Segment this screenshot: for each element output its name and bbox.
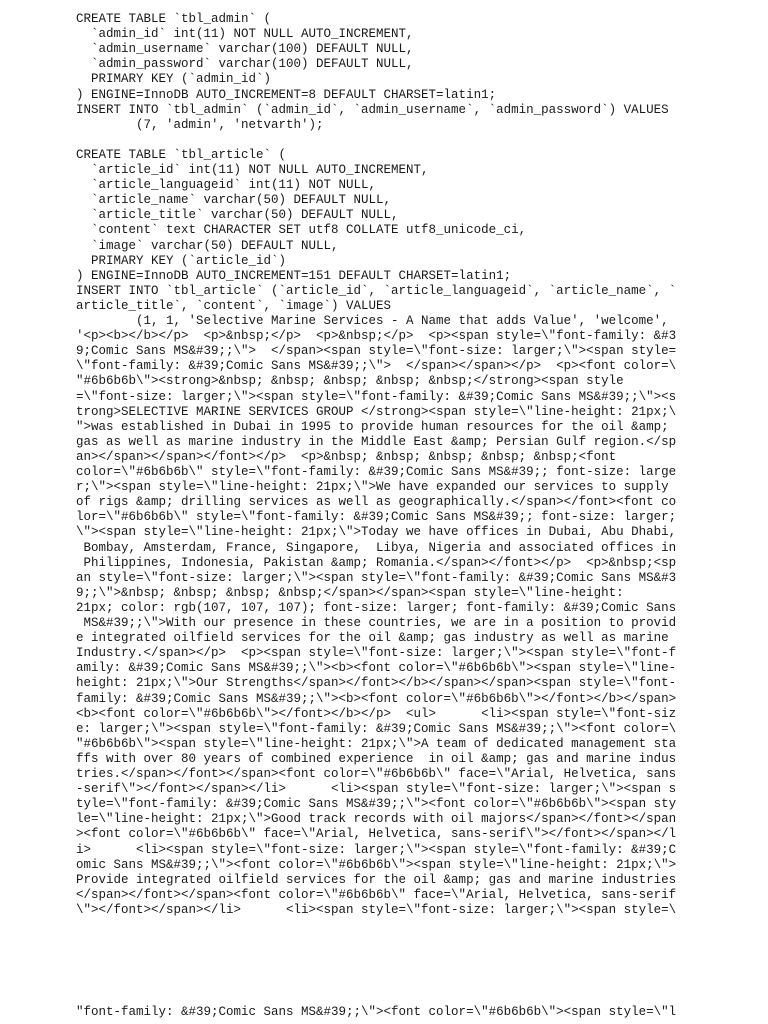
code-line: le=\"line-height: 21px;\">Good track records with oil majors</span></font></span [76,812,677,827]
code-line: article_title`, `content`, `image`) VALUES [76,298,392,313]
code-line: height: 21px;\">Our Strengths</span></font></b></span></span><span style=\"font- [76,676,677,691]
code-line: '<p><b></b></p> <p>&nbsp;</p> <p>&nbsp;</p> <p><span style=\"font-family: &#3 [76,329,677,344]
code-line: lor=\"#6b6b6b\" style=\"font-family: &#39;Comic Sans MS&#39;; font-size: larger; [76,510,677,525]
code-line: omic Sans MS&#39;;\"><font color=\"#6b6b6b\"><span style=\"line-height: 21px;\"> [76,857,677,872]
code-line: `article_name` varchar(50) DEFAULT NULL, [76,193,392,208]
code-line: \"font-family: &#39;Comic Sans MS&#39;;\"> </span></span></p> <p><font color=\ [76,359,677,374]
code-line: `article_languageid` int(11) NOT NULL, [76,178,377,193]
code-line: 9;Comic Sans MS&#39;;\"> </span><span style=\"font-size: larger;\"><span style= [76,344,677,359]
code-line: ) ENGINE=InnoDB AUTO_INCREMENT=151 DEFAULT CHARSET=latin1; [76,268,512,283]
page-footer-code-line: "font-family: &#39;Comic Sans MS&#39;;\"><font color=\"#6b6b6b\"><span style=\"l [76,1005,677,1019]
code-line: `image` varchar(50) DEFAULT NULL, [76,238,339,253]
code-line: (1, 1, 'Selective Marine Services - A Name that adds Value', 'welcome', [76,314,669,328]
code-line: `content` text CHARACTER SET utf8 COLLATE utf8_unicode_ci, [76,223,527,238]
code-line: Bombay, Amsterdam, France, Singapore, Libya, Nigeria and associated offices in [76,540,677,555]
code-line: "#6b6b6b\"><span style=\"line-height: 21px;\">A team of dedicated management sta [76,736,677,751]
code-line: Provide integrated oilfield services for the oil &amp; gas and marine industries [76,872,677,887]
code-line: `admin_username` varchar(100) DEFAULT NULL, [76,42,414,57]
code-line: tries.</span></font></span><font color=\"#6b6b6b\" face=\"Arial, Helvetica, sans [76,767,677,781]
code-line: an></span></span></font></p> <p>&nbsp; &nbsp; &nbsp; &nbsp; &nbsp;<font [76,449,617,464]
code-line: `admin_password` varchar(100) DEFAULT NULL, [76,57,414,72]
code-line: "#6b6b6b\"><strong>&nbsp; &nbsp; &nbsp; &nbsp; &nbsp;</strong><span style [76,374,624,389]
code-line: `article_title` varchar(50) DEFAULT NULL, [76,208,399,223]
code-line: (7, 'admin', 'netvarth'); [76,117,324,132]
code-line: r;\"><span style=\"line-height: 21px;\">We have expanded our services to supply [76,480,669,495]
code-line: ffs with over 80 years of combined experience in oil &amp; gas and marine indus [76,751,677,766]
code-line: an style=\"font-size: larger;\"><span style=\"font-family: &#39;Comic Sans MS&#3 [76,570,677,585]
code-line: `article_id` int(11) NOT NULL AUTO_INCREMENT, [76,163,429,177]
code-line: ) ENGINE=InnoDB AUTO_INCREMENT=8 DEFAULT CHARSET=latin1; [76,87,497,102]
code-line: e: larger;\"><span style=\"font-family: &#39;Comic Sans MS&#39;;\"><font color=\ [76,721,677,736]
code-line: tyle=\"font-family: &#39;Comic Sans MS&#39;;\"><font color=\"#6b6b6b\"><span sty [76,797,677,812]
code-line: CREATE TABLE `tbl_article` ( [76,147,287,162]
code-line: \"><span style=\"line-height: 21px;\">Today we have offices in Dubai, Abu Dhabi, [76,525,677,540]
code-line: trong>SELECTIVE MARINE SERVICES GROUP </strong><span style=\"line-height: 21px;\ [76,404,677,419]
code-line: gas as well as marine industry in the Middle East &amp; Persian Gulf region.</sp [76,434,677,449]
code-line: amily: &#39;Comic Sans MS&#39;;\"><b><font color=\"#6b6b6b\"><span style=\"line- [76,661,677,676]
code-line: PRIMARY KEY (`admin_id`) [76,72,272,87]
code-line: \"></font></span></li> <li><span style=\"font-size: larger;\"><span style=\ [76,902,677,917]
code-line: INSERT INTO `tbl_admin` (`admin_id`, `admin_username`, `admin_password`) VALUES [76,102,669,117]
code-line: ">was established in Dubai in 1995 to provide human resources for the oil &amp; [76,419,669,434]
code-line: PRIMARY KEY (`article_id`) [76,253,287,268]
code-line: CREATE TABLE `tbl_admin` ( [76,12,272,26]
code-line: e integrated oilfield services for the oil &amp; gas industry as well as marine [76,631,669,646]
code-line: MS&#39;;\">With our presence in these countries, we are in a position to provid [76,616,677,630]
code-line: <b><font color=\"#6b6b6b\"></font></b></p> <ul> <li><span style=\"font-siz [76,706,677,721]
code-line: 9;;\">&nbsp; &nbsp; &nbsp; &nbsp;</span></span><span style=\"line-height: [76,585,624,600]
code-line: of rigs &amp; drilling services as well as geographically.</span></font><font co [76,495,677,510]
code-line: `admin_id` int(11) NOT NULL AUTO_INCREMENT, [76,27,414,42]
code-line: 21px; color: rgb(107, 107, 107); font-size: larger; font-family: &#39;Comic Sans [76,600,677,615]
code-line: Philippines, Indonesia, Pakistan &amp; Romania.</span></font></p> <p>&nbsp;<sp [76,555,677,570]
code-line: family: &#39;Comic Sans MS&#39;;\"><b><font color=\"#6b6b6b\"></font></b></span> [76,691,677,706]
code-line: Industry.</span></p> <p><span style=\"font-size: larger;\"><span style=\"font-f [76,646,677,661]
code-line: ><font color=\"#6b6b6b\" face=\"Arial, Helvetica, sans-serif\"></font></span></l [76,827,677,842]
code-line: -serif\"></font></span></li> <li><span style=\"font-size: larger;\"><span s [76,782,677,797]
code-line: </span></font></span><font color=\"#6b6b6b\" face=\"Arial, Helvetica, sans-serif [76,887,677,902]
code-line: color=\"#6b6b6b\" style=\"font-family: &#39;Comic Sans MS&#39;; font-size: large [76,465,677,479]
code-line: INSERT INTO `tbl_article` (`article_id`, `article_languageid`, `article_name`, ` [76,283,677,298]
code-line: =\"font-size: larger;\"><span style=\"font-family: &#39;Comic Sans MS&#39;;\"><s [76,389,677,404]
code-line: i> <li><span style=\"font-size: larger;\"><span style=\"font-family: &#39;C [76,842,677,857]
